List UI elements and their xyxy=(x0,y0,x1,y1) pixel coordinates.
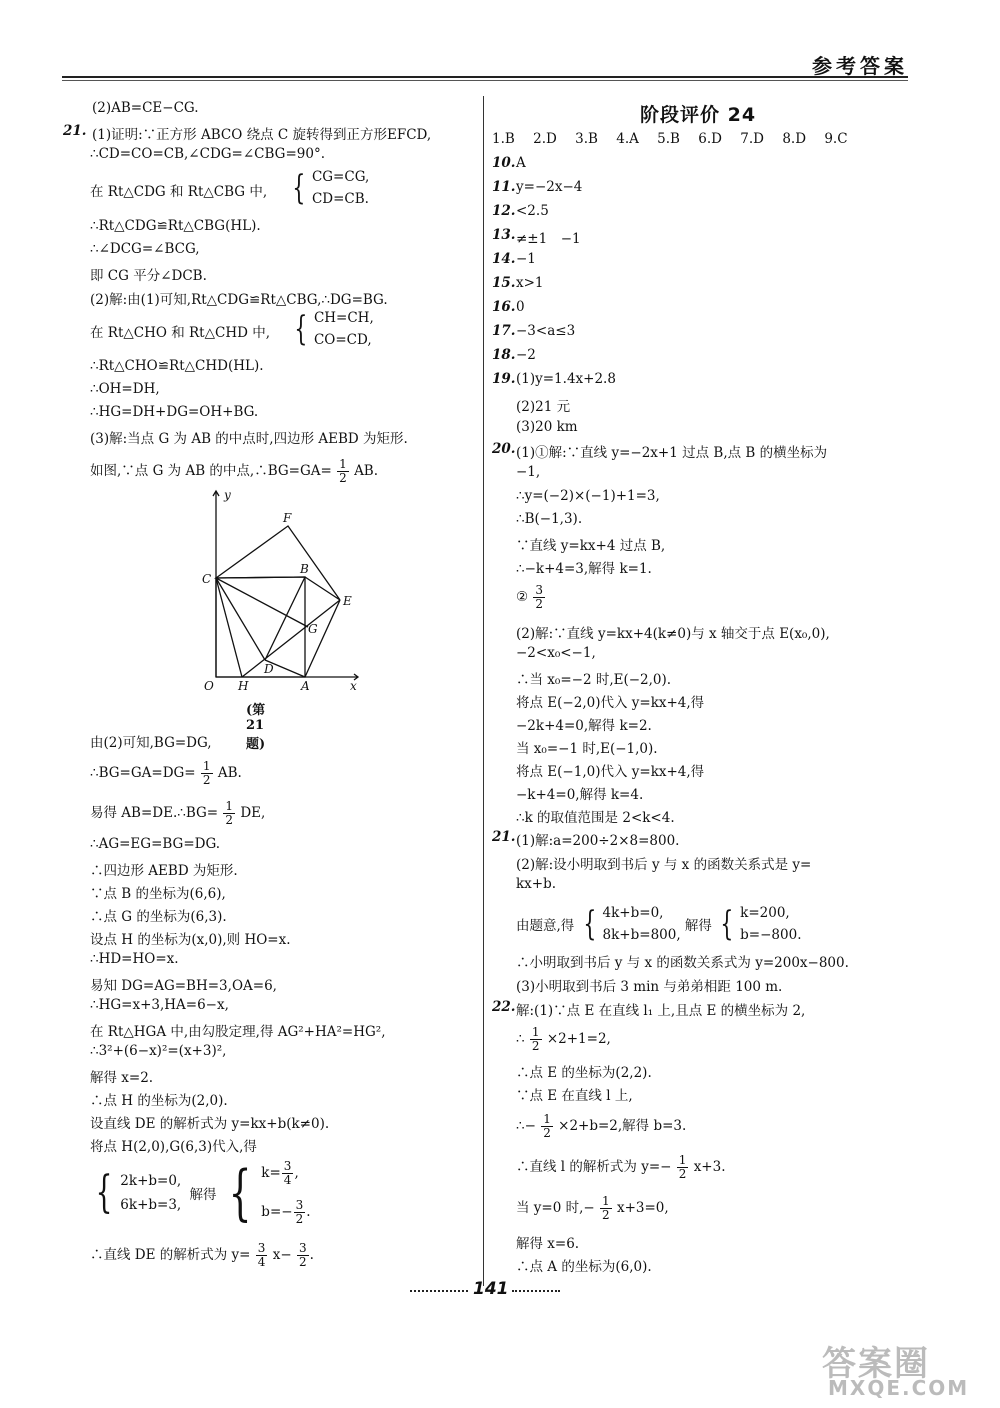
segment-db xyxy=(265,577,305,660)
text-fragment: 易得 AB=DE.∴BG= xyxy=(90,805,219,821)
text-fragment: 解得 xyxy=(684,918,712,934)
equation: b=−800. xyxy=(740,927,802,943)
text-fragment: AB. xyxy=(354,463,379,479)
equation-system: { 2k+b=0, 6k+b=3, 解得 { k= $\frac{3}{4}$ , b=− $\frac{3}{2}$ . xyxy=(95,1158,311,1228)
text-line: ∴四边形 AEBD 为矩形. xyxy=(90,863,238,879)
mc-answer: 8.D xyxy=(782,131,807,147)
fraction: $\frac{1}{2}$ xyxy=(543,1112,551,1140)
answer-text: ∴k 的取值范围是 2<k<4. xyxy=(516,810,675,826)
fraction: $\frac{1}{2}$ xyxy=(678,1153,687,1181)
brace: { xyxy=(294,309,308,349)
text-line: 将点 H(2,0),G(6,3)代入,得 xyxy=(90,1139,257,1155)
text-line: 在 Rt△HGA 中,由勾股定理,得 AG²+HA²=HG², xyxy=(90,1024,386,1040)
answer-text: ∴y=(−2)×(−1)+1=3, xyxy=(516,488,660,504)
answer-text: (3)小明取到书后 3 min 与弟弟相距 100 m. xyxy=(516,979,783,995)
watermark-logo: 答案圈 xyxy=(822,1344,930,1384)
text-fragment: ∴直线 l 的解析式为 y=− xyxy=(516,1159,672,1175)
equation-system xyxy=(288,166,369,210)
fraction: $\frac{3}{4}$ xyxy=(283,1159,292,1187)
answer-text: ∴B(−1,3). xyxy=(516,511,583,527)
text-fragment: ×2+1=2, xyxy=(546,1031,611,1047)
answer-text: kx+b. xyxy=(516,876,557,892)
text-line: ∴3²+(6−x)²=(x+3)², xyxy=(90,1043,227,1059)
brace: { xyxy=(292,168,306,208)
text-line: 解得 x=2. xyxy=(90,1070,154,1086)
answer-text: ∵直线 y=kx+4 过点 B, xyxy=(516,538,666,554)
text-line: (2)解:由(1)可知,Rt△CDG≌Rt△CBG,∴DG=BG. xyxy=(90,292,388,308)
text-line: ∴点 G 的坐标为(6,3). xyxy=(90,909,227,925)
text-line: 即 CG 平分∠DCB. xyxy=(90,268,207,284)
segment-cd xyxy=(216,578,265,660)
answer-text: ∴当 x₀=−2 时,E(−2,0). xyxy=(516,672,672,688)
label-c: C xyxy=(202,572,212,586)
question-number: 22. xyxy=(492,999,516,1015)
text-line: ∴∠DCG=∠BCG, xyxy=(90,241,200,257)
question-number: 12. xyxy=(492,203,516,219)
mc-answer: 2.D xyxy=(533,131,557,147)
answer-text xyxy=(516,1154,726,1181)
equation: 6k+b=3, xyxy=(120,1197,182,1213)
text-fragment: ∴BG=GA=DG= xyxy=(90,765,196,781)
answer-text: ∴小明取到书后 y 与 x 的函数关系式为 y=200x−800. xyxy=(516,955,849,971)
text-fragment: ×2+b=2,解得 b=3. xyxy=(558,1118,687,1134)
label-e: E xyxy=(343,594,352,608)
answer-text: (2)21 元 xyxy=(516,399,571,415)
text-line: 在 Rt△CHO 和 Rt△CHD 中, xyxy=(90,325,270,341)
text-fragment: 当 y=0 时,− xyxy=(516,1200,595,1216)
fraction: $\frac{1}{2}$ xyxy=(202,759,211,787)
question-number: 18. xyxy=(492,347,516,363)
header-rule-thin xyxy=(62,80,908,81)
header-rule xyxy=(62,76,908,78)
page-number-ornament-left xyxy=(410,1290,468,1292)
label-d: D xyxy=(264,662,274,676)
text-line: ∴HG=DH+DG=OH+BG. xyxy=(90,404,259,420)
section-title: 阶段评价 24 xyxy=(640,104,757,126)
label-h: H xyxy=(238,679,249,690)
answer-text: −1 xyxy=(516,251,536,267)
segment-ae xyxy=(305,600,340,677)
segment-ch xyxy=(216,578,242,677)
equation: k=200, xyxy=(740,905,790,921)
text-fragment: ∴− xyxy=(516,1118,536,1134)
question-number: 13. xyxy=(492,227,516,243)
page-number: 141 xyxy=(473,1279,509,1299)
text-fragment: x+3. xyxy=(693,1159,726,1175)
text-line: 由(2)可知,BG=DG, xyxy=(90,735,212,751)
text-fragment: ∴ xyxy=(516,1031,525,1047)
text-line: 易知 DG=AG=BH=3,OA=6, xyxy=(90,978,277,994)
answer-text: ≠±1 −1 xyxy=(516,231,581,247)
fraction: $\frac{3}{2}$ xyxy=(298,1241,307,1269)
text-line: ∴CD=CO=CB,∠CDG=∠CBG=90°. xyxy=(90,146,325,162)
equation: CG=CG, xyxy=(311,169,370,185)
question-number: 17. xyxy=(492,323,516,339)
text-line: ∴AG=EG=BG=DG. xyxy=(90,836,221,852)
answer-text: 解:(1)∵点 E 在直线 l₁ 上,且点 E 的横坐标为 2, xyxy=(516,1003,806,1019)
equation-system: 由题意,得 { 4k+b=0, 8k+b=800, 解得 { k=200, b=−800. xyxy=(516,904,802,944)
question-number: 19. xyxy=(492,371,516,387)
answer-text: A xyxy=(516,155,526,171)
text-fragment: x+3=0, xyxy=(616,1200,669,1216)
answer-text: 将点 E(−2,0)代入 y=kx+4,得 xyxy=(516,695,705,711)
square-efcd xyxy=(216,526,340,600)
watermark-url: MXQE.COM xyxy=(828,1376,970,1400)
answer-text: −k+4=0,解得 k=4. xyxy=(516,787,644,803)
fraction: $\frac{3}{2}$ xyxy=(295,1198,304,1226)
text-line xyxy=(90,760,242,787)
text-line: ∴Rt△CDG≌Rt△CBG(HL). xyxy=(90,218,261,234)
question-number: 20. xyxy=(492,441,516,457)
text-line: (1)证明:∵正方形 ABCO 绕点 C 旋转得到正方形EFCD, xyxy=(92,127,432,143)
answer-text: y=−2x−4 xyxy=(516,179,583,195)
text-line: ∴直线 DE 的解析式为 y= $\frac{3}{4}$ x− $\frac{3}{2}$ . xyxy=(90,1241,314,1269)
mc-answer: 4.A xyxy=(616,131,639,147)
fraction: $\frac{3}{2}$ xyxy=(535,583,544,611)
fraction: $\frac{1}{2}$ xyxy=(339,457,347,485)
fraction: $\frac{3}{4}$ xyxy=(257,1241,266,1269)
text-fragment: ∴直线 DE 的解析式为 y= xyxy=(90,1247,251,1263)
question-number: 21. xyxy=(63,123,87,139)
equation: 4k+b=0, xyxy=(602,905,664,921)
text-fragment: 由题意,得 xyxy=(516,918,575,934)
label-b: B xyxy=(300,562,309,576)
multiple-choice-answers xyxy=(492,131,848,147)
mc-answer: 9.C xyxy=(824,131,848,147)
answer-text: <2.5 xyxy=(516,203,549,219)
question-number: 11. xyxy=(492,179,516,195)
equation-system xyxy=(290,307,374,351)
equation: CD=CB. xyxy=(311,191,369,207)
answer-text: ∴−k+4=3,解得 k=1. xyxy=(516,561,652,577)
segment-he xyxy=(242,600,340,677)
answer-text: −1, xyxy=(516,464,541,480)
text-line: 设点 H 的坐标为(x,0),则 HO=x. xyxy=(90,932,291,948)
mc-answer: 5.B xyxy=(657,131,680,147)
mc-answer: 3.B xyxy=(575,131,598,147)
answer-text xyxy=(516,1113,686,1140)
text-line: 在 Rt△CDG 和 Rt△CBG 中, xyxy=(90,184,268,200)
question-number: 15. xyxy=(492,275,516,291)
equation: k= xyxy=(261,1165,281,1181)
label-x: x xyxy=(350,679,357,690)
answer-text: ∴点 E 的坐标为(2,2). xyxy=(516,1065,652,1081)
answer-text: −2<x₀<−1, xyxy=(516,645,596,661)
fraction: $\frac{1}{2}$ xyxy=(225,799,234,827)
figure-caption: (第 21 题) xyxy=(246,703,266,752)
answer-text: (1)y=1.4x+2.8 xyxy=(516,371,616,387)
equation: 8k+b=800, xyxy=(602,927,681,943)
label-o: O xyxy=(204,679,214,690)
text-fragment: 解得 xyxy=(189,1187,217,1203)
column-divider xyxy=(483,96,484,1286)
text-line: (3)解:当点 G 为 AB 的中点时,四边形 AEBD 为矩形. xyxy=(90,431,408,447)
text-line: ∴Rt△CHO≌Rt△CHD(HL). xyxy=(90,358,264,374)
question-number: 14. xyxy=(492,251,516,267)
text-fragment: 如图,∵点 G 为 AB 的中点,∴BG=GA= xyxy=(90,463,332,479)
text-line: ∴HG=x+3,HA=6−x, xyxy=(90,997,229,1013)
answer-text: ∴点 A 的坐标为(6,0). xyxy=(516,1259,652,1275)
mc-answer: 6.D xyxy=(698,131,722,147)
text-line: ∴点 H 的坐标为(2,0). xyxy=(90,1093,228,1109)
equation: b=− xyxy=(261,1204,293,1220)
answer-text: 当 x₀=−1 时,E(−1,0). xyxy=(516,741,658,757)
answer-text: −2k+4=0,解得 k=2. xyxy=(516,718,652,734)
label-y: y xyxy=(224,488,231,502)
text-fragment: AB. xyxy=(217,765,242,781)
text-fragment: x− xyxy=(272,1247,292,1263)
text-line xyxy=(90,458,378,485)
answer-text: (3)20 km xyxy=(516,419,578,435)
answer-text: 将点 E(−1,0)代入 y=kx+4,得 xyxy=(516,764,705,780)
answer-text: (1)①解:∵直线 y=−2x+1 过点 B,点 B 的横坐标为 xyxy=(516,445,828,461)
answer-text: ∵点 E 在直线 l 上, xyxy=(516,1088,633,1104)
page-number-ornament-right xyxy=(512,1290,560,1292)
answer-text xyxy=(516,584,546,611)
answer-text: 解得 x=6. xyxy=(516,1236,580,1252)
question-number: 16. xyxy=(492,299,516,315)
answer-text: x>1 xyxy=(516,275,544,291)
equation: CO=CD, xyxy=(313,332,372,348)
text-line: (2)AB=CE−CG. xyxy=(92,100,199,116)
question-number: 10. xyxy=(492,155,516,171)
answer-text xyxy=(516,1026,611,1053)
equation: CH=CH, xyxy=(313,310,374,326)
text-line: ∴HD=HO=x. xyxy=(90,951,179,967)
text-fragment: ② xyxy=(516,589,529,605)
equation: 2k+b=0, xyxy=(120,1173,182,1189)
mc-answer: 7.D xyxy=(740,131,765,147)
question-number: 21. xyxy=(492,829,516,845)
text-line: 设直线 DE 的解析式为 y=kx+b(k≠0). xyxy=(90,1116,330,1132)
text-line xyxy=(90,800,265,827)
answer-text: −3<a≤3 xyxy=(516,323,576,339)
answer-text: (2)解:设小明取到书后 y 与 x 的函数关系式是 y= xyxy=(516,857,812,873)
geometry-figure xyxy=(190,485,370,690)
label-a: A xyxy=(301,679,310,690)
header-title: 参考答案 xyxy=(812,54,908,78)
text-fragment: DE, xyxy=(240,805,266,821)
label-f: F xyxy=(283,511,292,525)
answer-text xyxy=(516,1195,669,1222)
text-line: ∴OH=DH, xyxy=(90,381,160,397)
fraction: $\frac{1}{2}$ xyxy=(602,1194,610,1222)
fraction: $\frac{1}{2}$ xyxy=(531,1025,540,1053)
mc-answer: 1.B xyxy=(492,131,515,147)
label-g: G xyxy=(308,622,318,636)
segment-cg xyxy=(216,578,308,627)
answer-text: −2 xyxy=(516,347,536,363)
answer-text: (1)解:a=200÷2×8=800. xyxy=(516,833,680,849)
text-line: ∵点 B 的坐标为(6,6), xyxy=(90,886,226,902)
answer-text: 0 xyxy=(516,299,525,315)
answer-text: (2)解:∵直线 y=kx+4(k≠0)与 x 轴交于点 E(x₀,0), xyxy=(516,626,830,642)
